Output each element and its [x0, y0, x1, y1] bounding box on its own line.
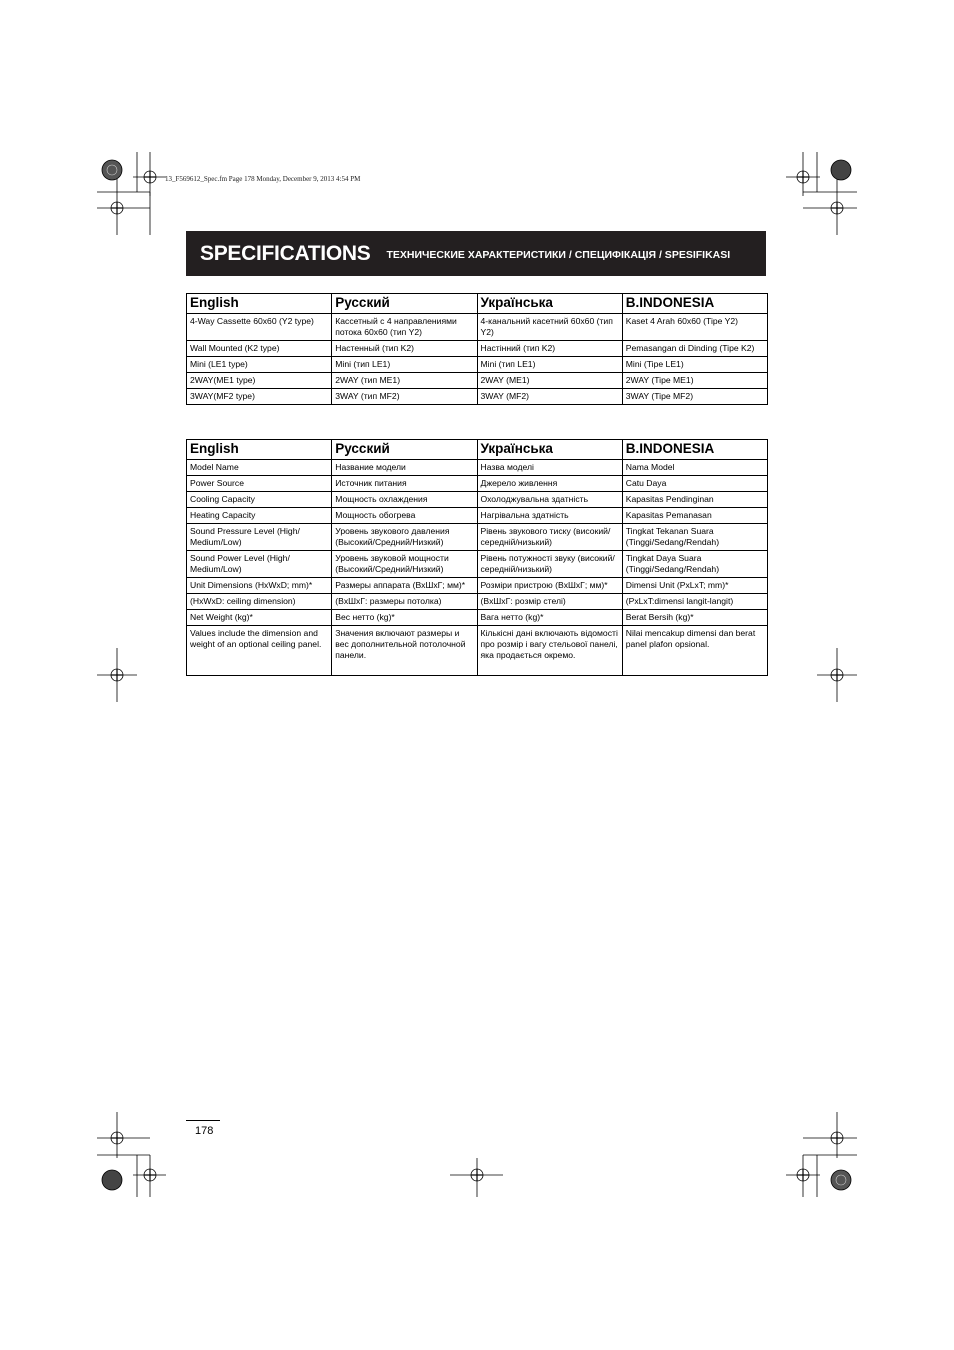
column-header: Русский	[332, 440, 477, 460]
table-row	[187, 389, 768, 405]
table-cell: Dimensi Unit (PxLxT; mm)*	[622, 578, 767, 594]
table-cell: Источник питания	[332, 476, 477, 492]
table-cell: Berat Bersih (kg)*	[622, 610, 767, 626]
column-header: English	[187, 440, 332, 460]
table-cell: 2WAY (Tipe ME1)	[622, 373, 767, 389]
table-cell: Охолоджувальна здатність	[477, 492, 622, 508]
table-row	[187, 373, 768, 389]
table-row	[187, 551, 768, 578]
table-cell: Kapasitas Pendinginan	[622, 492, 767, 508]
page-subtitle: ТЕХНИЧЕСКИЕ ХАРАКТЕРИСТИКИ / СПЕЦИФІКАЦІЯ / SPESIFIKASI	[386, 248, 731, 261]
table-cell: Nama Model	[622, 460, 767, 476]
table-cell: Mini (тип LE1)	[477, 357, 622, 373]
page-number-rule	[186, 1120, 220, 1121]
table-cell: Mini (тип LE1)	[332, 357, 477, 373]
page-number: 178	[195, 1125, 214, 1137]
table-cell: (HxWxD: ceiling dimension)	[187, 594, 332, 610]
table-row	[187, 492, 768, 508]
table-cell: Mini (Tipe LE1)	[622, 357, 767, 373]
table-cell: Название модели	[332, 460, 477, 476]
title-bar	[186, 231, 766, 276]
table-cell: Kapasitas Pemanasan	[622, 508, 767, 524]
table-cell: 4-Way Cassette 60x60 (Y2 type)	[187, 314, 332, 341]
table-cell: Значения включают размеры и вес дополнительной потолочной панели.	[332, 626, 477, 676]
table-cell: Кассетный с 4 направлениями потока 60x60 (тип Y2)	[332, 314, 477, 341]
page-title: SPECIFICATIONS	[200, 241, 371, 265]
table-cell: 2WAY (тип ME1)	[332, 373, 477, 389]
table-row	[187, 476, 768, 492]
table-cell: Model Name	[187, 460, 332, 476]
table-header-row	[187, 294, 768, 314]
table-cell: Уровень звуковой мощности (Высокий/Средний/Низкий)	[332, 551, 477, 578]
table-cell: Вага нетто (kg)*	[477, 610, 622, 626]
table-cell: Catu Daya	[622, 476, 767, 492]
table-cell: Tingkat Tekanan Suara (Tinggi/Sedang/Rendah)	[622, 524, 767, 551]
table-cell: (PxLxT:dimensi langit-langit)	[622, 594, 767, 610]
table-cell: Джерело живлення	[477, 476, 622, 492]
table-cell: 2WAY(ME1 type)	[187, 373, 332, 389]
table-cell: 3WAY (Tipe MF2)	[622, 389, 767, 405]
table-cell: Tingkat Daya Suara (Tinggi/Sedang/Rendah)	[622, 551, 767, 578]
table-cell: Unit Dimensions (HxWxD; mm)*	[187, 578, 332, 594]
table-cell: Heating Capacity	[187, 508, 332, 524]
table-cell: Nilai mencakup dimensi dan berat panel plafon opsional.	[622, 626, 767, 676]
column-header: Українська	[477, 294, 622, 314]
table-cell: Pemasangan di Dinding (Tipe K2)	[622, 341, 767, 357]
table-cell: Вес нетто (kg)*	[332, 610, 477, 626]
table-cell: Кількісні дані включають відомості про розмір і вагу стельової панелі, яка продається окремо.	[477, 626, 622, 676]
table-cell: 3WAY (MF2)	[477, 389, 622, 405]
table-row	[187, 314, 768, 341]
table-cell: Мощность обогрева	[332, 508, 477, 524]
column-header: English	[187, 294, 332, 314]
table-cell: Kaset 4 Arah 60x60 (Tipe Y2)	[622, 314, 767, 341]
column-header: Русский	[332, 294, 477, 314]
table-row	[187, 524, 768, 551]
table-row	[187, 460, 768, 476]
table-cell: Рівень звукового тиску (високий/середній/низький)	[477, 524, 622, 551]
table-cell: Розміри пристрою (ВxШxГ; мм)*	[477, 578, 622, 594]
table-cell: (ВxШxГ: размеры потолка)	[332, 594, 477, 610]
table-cell: Настенный (тип K2)	[332, 341, 477, 357]
table-cell: Net Weight (kg)*	[187, 610, 332, 626]
table-cell: Cooling Capacity	[187, 492, 332, 508]
table-cell: 3WAY (тип MF2)	[332, 389, 477, 405]
table-cell: Wall Mounted (K2 type)	[187, 341, 332, 357]
table-cell: 2WAY (ME1)	[477, 373, 622, 389]
table-cell: Sound Power Level (High/ Medium/Low)	[187, 551, 332, 578]
table-cell: Мощность охлаждения	[332, 492, 477, 508]
column-header: B.INDONESIA	[622, 294, 767, 314]
table-row	[187, 578, 768, 594]
table-cell: Power Source	[187, 476, 332, 492]
column-header: Українська	[477, 440, 622, 460]
table-cell: 3WAY(MF2 type)	[187, 389, 332, 405]
table-cell: Values include the dimension and weight of an optional ceiling panel.	[187, 626, 332, 676]
table-row	[187, 341, 768, 357]
table-cell: Рівень потужності звуку (високий/середній/низький)	[477, 551, 622, 578]
table-cell: Нагрівальна здатність	[477, 508, 622, 524]
table-cell: Sound Pressure Level (High/ Medium/Low)	[187, 524, 332, 551]
table-cell: Mini (LE1 type)	[187, 357, 332, 373]
table-cell: Настінний (тип K2)	[477, 341, 622, 357]
table-header-row	[187, 440, 768, 460]
table-cell: 4-канальний касетний 60x60 (тип Y2)	[477, 314, 622, 341]
file-header: 13_F569612_Spec.fm Page 178 Monday, December 9, 2013 4:54 PM	[165, 175, 361, 183]
unit-types-table	[186, 293, 768, 405]
table-row	[187, 357, 768, 373]
table-row	[187, 610, 768, 626]
table-row	[187, 508, 768, 524]
table-cell: (ВxШxГ: розмір стелі)	[477, 594, 622, 610]
table-cell: Размеры аппарата (ВxШxГ; мм)*	[332, 578, 477, 594]
table-cell: Уровень звукового давления (Высокий/Средний/Низкий)	[332, 524, 477, 551]
spec-terms-table	[186, 439, 768, 676]
column-header: B.INDONESIA	[622, 440, 767, 460]
table-row	[187, 594, 768, 610]
table-row	[187, 626, 768, 676]
table-cell: Назва моделі	[477, 460, 622, 476]
